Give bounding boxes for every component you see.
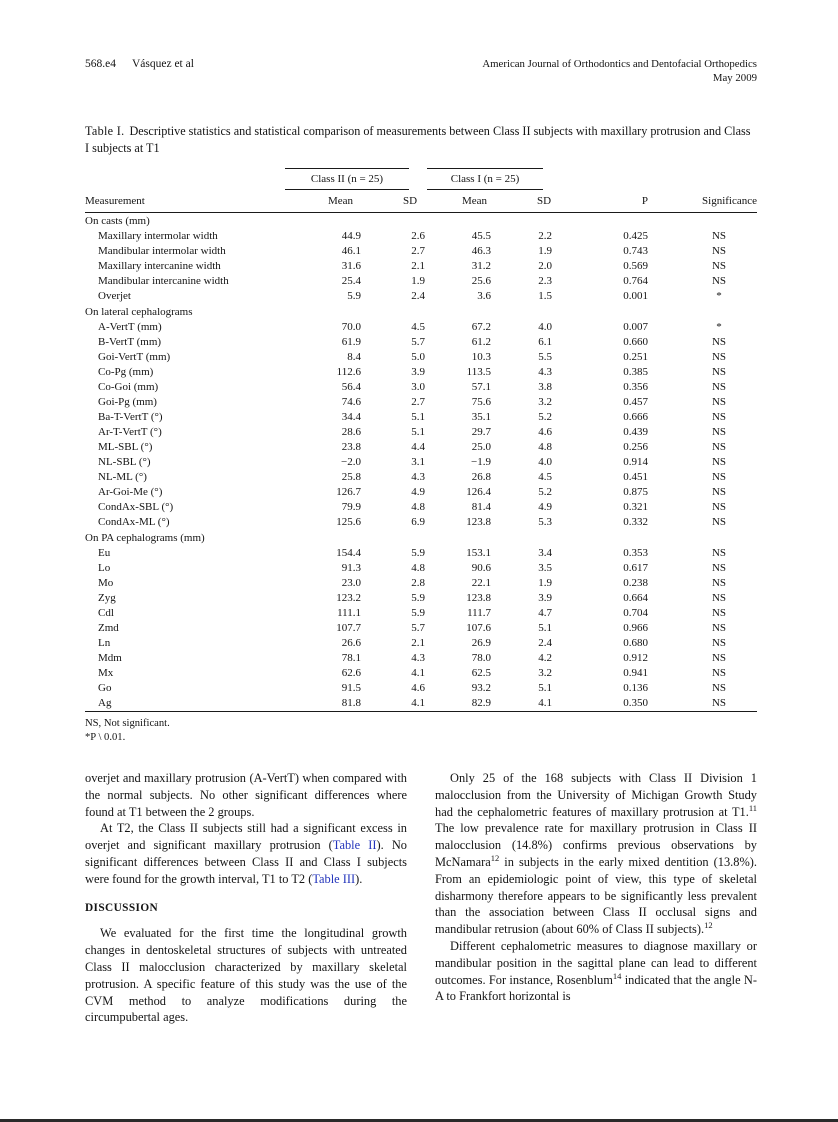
value-cell: 5.9 — [411, 592, 426, 604]
value-cell: 4.1 — [538, 697, 553, 709]
value-cell: NS — [711, 230, 727, 242]
value-cell: 6.9 — [411, 516, 426, 528]
measurement-cell: Go — [98, 682, 112, 694]
table-crossref-link[interactable]: Table II — [332, 838, 377, 853]
table-section-row — [85, 304, 757, 320]
table-row — [85, 350, 757, 365]
value-cell: 123.8 — [466, 516, 492, 528]
table-row — [85, 244, 757, 259]
paragraph — [435, 938, 757, 1005]
column-header-measurement: Measurement — [85, 190, 285, 213]
value-cell: 10.3 — [471, 351, 492, 363]
paragraph — [85, 770, 407, 820]
value-cell: 26.9 — [471, 637, 492, 649]
table-row — [85, 606, 757, 621]
table-row — [85, 470, 757, 485]
table-i — [85, 168, 757, 712]
table-row — [85, 621, 757, 636]
footnote-ns: NS, Not significant. — [85, 718, 170, 729]
value-cell: 0.451 — [623, 471, 649, 483]
value-cell: 78.1 — [341, 652, 361, 664]
value-cell: NS — [711, 351, 727, 363]
table-row — [85, 546, 757, 561]
value-cell: 0.666 — [623, 411, 649, 423]
value-cell: 4.8 — [538, 441, 553, 453]
value-cell: 62.5 — [471, 667, 492, 679]
value-cell: 2.7 — [411, 245, 426, 257]
value-cell: 0.764 — [623, 275, 649, 287]
table-row — [85, 395, 757, 410]
measurement-cell: Lo — [98, 562, 111, 574]
measurement-cell: Mx — [98, 667, 114, 679]
running-head-left — [85, 58, 194, 70]
table-crossref-link[interactable]: Table III — [312, 871, 356, 886]
measurement-cell: Ln — [98, 637, 111, 649]
measurement-cell: CondAx-SBL (°) — [98, 501, 174, 513]
value-cell: −2.0 — [341, 456, 361, 468]
value-cell: 126.7 — [336, 486, 361, 498]
value-cell: 31.2 — [471, 260, 492, 272]
citation-superscript: 14 — [612, 970, 622, 981]
table-row — [85, 651, 757, 666]
value-cell: 82.9 — [471, 697, 492, 709]
column-header-sd-i: SD — [497, 190, 561, 213]
measurement-cell: CondAx-ML (°) — [98, 516, 170, 528]
table-row — [85, 320, 757, 335]
paragraph — [435, 770, 757, 938]
value-cell: 4.8 — [411, 562, 426, 574]
value-cell: 0.238 — [623, 577, 649, 589]
value-cell: 23.0 — [341, 577, 361, 589]
value-cell: 91.5 — [341, 682, 361, 694]
value-cell: 35.1 — [471, 411, 492, 423]
running-head — [85, 58, 757, 85]
value-cell: 5.5 — [538, 351, 553, 363]
value-cell: 25.4 — [341, 275, 361, 287]
value-cell: * — [716, 321, 722, 333]
value-cell: NS — [711, 456, 727, 468]
value-cell: NS — [711, 652, 727, 664]
value-cell: 5.7 — [411, 622, 426, 634]
value-cell: 0.680 — [623, 637, 649, 649]
table-row — [85, 485, 757, 500]
measurement-cell: ML-SBL (°) — [98, 441, 153, 453]
value-cell: 25.8 — [341, 471, 361, 483]
table-row — [85, 274, 757, 289]
value-cell: 5.0 — [411, 351, 426, 363]
body-text-run: Only 25 of the 168 subjects with Class II Division 1 malocclusion from the University of Michigan Growth Study had the cephalometric features of maxillary protrusion at T1. — [435, 771, 757, 819]
value-cell: 93.2 — [471, 682, 492, 694]
footnote-significance: *P \ 0.01. — [85, 731, 126, 743]
value-cell: 90.6 — [471, 562, 492, 574]
measurement-cell: Mo — [98, 577, 114, 589]
value-cell: NS — [711, 697, 727, 709]
value-cell: 75.6 — [471, 396, 492, 408]
value-cell: 4.4 — [411, 441, 426, 453]
body-text-run: in subjects in the early mixed dentition (13.8%). From an epidemiologic point of view, this type of skeletal disharmony therefore appears to be significantly less prevalent than the association between Class II occlusal signs and mandibular retrusion (about 60% of Class II subjects). — [435, 854, 757, 937]
measurement-cell: Ag — [98, 697, 112, 709]
measurement-cell: Mandibular intermolar width — [98, 245, 226, 257]
measurement-cell: Cdl — [98, 607, 114, 619]
body-text-run: At T2, the Class II subjects still had a significant excess in overjet and significant maxillary protrusion ( — [85, 821, 407, 853]
measurement-cell: Co-Pg (mm) — [98, 366, 154, 378]
column-header-mean-i: Mean — [427, 190, 497, 213]
table-row — [85, 576, 757, 591]
value-cell: 2.1 — [411, 637, 426, 649]
table-row — [85, 561, 757, 576]
measurement-cell: A-VertT (mm) — [98, 321, 162, 333]
value-cell: 46.1 — [341, 245, 361, 257]
value-cell: NS — [711, 486, 727, 498]
value-cell: 5.9 — [411, 547, 426, 559]
table-column-header-row — [85, 190, 757, 213]
value-cell: 67.2 — [471, 321, 492, 333]
value-cell: 25.6 — [471, 275, 492, 287]
body-text-run: The low prevalence rate for maxillary protrusion in Class II malocclusion (14.8%) confirms previous observations by McNamara — [435, 821, 757, 869]
table-section-title: On lateral cephalograms — [85, 306, 193, 318]
value-cell: 26.8 — [471, 471, 492, 483]
measurement-cell: Zyg — [98, 592, 116, 604]
value-cell: 1.9 — [538, 245, 553, 257]
value-cell: 0.321 — [623, 501, 649, 513]
value-cell: 0.425 — [623, 230, 649, 242]
value-cell: NS — [711, 682, 727, 694]
value-cell: 4.0 — [538, 456, 553, 468]
measurement-cell: Mandibular intercanine width — [98, 275, 229, 287]
table-body — [85, 213, 757, 712]
body-text-run: Different cephalometric measures to diagnose maxillary or mandibular position in the sagittal plane can lead to different outcomes. For instance, Rosenblum — [435, 938, 757, 987]
table-row — [85, 440, 757, 455]
value-cell: 34.4 — [341, 411, 361, 423]
value-cell: NS — [711, 637, 727, 649]
value-cell: NS — [711, 592, 727, 604]
measurement-cell: NL-SBL (°) — [98, 456, 151, 468]
value-cell: NS — [711, 607, 727, 619]
value-cell: 0.617 — [623, 562, 649, 574]
value-cell: 28.6 — [341, 426, 361, 438]
measurement-cell: Ar-Goi-Me (°) — [98, 486, 163, 498]
value-cell: 2.4 — [411, 290, 426, 302]
value-cell: 123.8 — [466, 592, 492, 604]
table-group-header-row — [85, 168, 757, 190]
value-cell: 111.7 — [467, 607, 492, 619]
value-cell: 81.4 — [471, 501, 492, 513]
value-cell: NS — [711, 501, 727, 513]
value-cell: 91.3 — [341, 562, 361, 574]
value-cell: 4.9 — [538, 501, 553, 513]
left-column — [85, 770, 407, 1026]
value-cell: 0.350 — [623, 697, 649, 709]
citation-superscript: 12 — [704, 920, 713, 931]
column-header-sd-ii: SD — [363, 190, 427, 213]
value-cell: −1.9 — [471, 456, 492, 468]
value-cell: 0.385 — [623, 366, 649, 378]
value-cell: 0.704 — [623, 607, 649, 619]
value-cell: 5.2 — [538, 411, 553, 423]
value-cell: 0.332 — [623, 516, 649, 528]
measurement-cell: Co-Goi (mm) — [98, 381, 159, 393]
value-cell: 4.9 — [411, 486, 426, 498]
value-cell: 0.439 — [623, 426, 649, 438]
table-row — [85, 666, 757, 681]
value-cell: NS — [711, 411, 727, 423]
value-cell: 0.356 — [623, 381, 649, 393]
value-cell: 0.664 — [623, 592, 649, 604]
value-cell: 45.5 — [471, 230, 492, 242]
table-row — [85, 591, 757, 606]
value-cell: 123.2 — [336, 592, 361, 604]
value-cell: 4.7 — [538, 607, 553, 619]
value-cell: 22.1 — [471, 577, 492, 589]
table-row — [85, 365, 757, 380]
measurement-cell: NL-ML (°) — [98, 471, 147, 483]
value-cell: 112.6 — [336, 366, 361, 378]
table-row — [85, 289, 757, 304]
column-header-mean-ii: Mean — [285, 190, 363, 213]
table-row — [85, 259, 757, 274]
value-cell: 4.0 — [538, 321, 553, 333]
citation-superscript: 12 — [490, 852, 500, 863]
table-row — [85, 425, 757, 440]
body-text-run: ). No significant differences between Class II and Class I subjects were found for the growth interval, T1 to T2 ( — [85, 838, 407, 886]
value-cell: 5.2 — [538, 486, 553, 498]
value-cell: 79.9 — [341, 501, 361, 513]
body-text-run: We evaluated for the first time the longitudinal growth changes in dentoskeletal structures of subjects with untreated Class II malocclusion characterized by maxillary skeletal protrusion. A specific feature of this study was the use of the CVM method to analyze modifications during the circumpubertal ages. — [85, 926, 407, 1025]
value-cell: 126.4 — [466, 486, 492, 498]
value-cell: 107.7 — [336, 622, 361, 634]
value-cell: 3.1 — [411, 456, 426, 468]
value-cell: 113.5 — [466, 366, 492, 378]
page-number: 568.e4 — [85, 58, 116, 70]
value-cell: 5.1 — [411, 426, 426, 438]
measurement-cell: Eu — [98, 547, 111, 559]
value-cell: 0.001 — [623, 290, 649, 302]
value-cell: 5.1 — [538, 682, 553, 694]
group-header-class-ii: Class II (n = 25) — [285, 168, 409, 190]
value-cell: 0.912 — [623, 652, 649, 664]
value-cell: 0.743 — [623, 245, 649, 257]
value-cell: 2.4 — [538, 637, 553, 649]
journal-title: American Journal of Orthodontics and Dentofacial Orthopedics — [482, 58, 757, 70]
value-cell: 4.6 — [411, 682, 426, 694]
value-cell: 4.8 — [411, 501, 426, 513]
table-section-title: On casts (mm) — [85, 215, 150, 227]
group-header-class-i: Class I (n = 25) — [427, 168, 543, 190]
value-cell: 0.457 — [623, 396, 649, 408]
measurement-cell: Goi-VertT (mm) — [98, 351, 171, 363]
value-cell: 0.966 — [623, 622, 649, 634]
value-cell: * — [716, 290, 722, 302]
table-row — [85, 636, 757, 651]
discussion-heading: DISCUSSION — [85, 901, 159, 914]
value-cell: 1.9 — [538, 577, 553, 589]
body-text-run: overjet and maxillary protrusion (A-VertT) when compared with the normal subjects. No other significant differences where found at T1 between the 2 groups. — [85, 771, 407, 819]
value-cell: 4.2 — [538, 652, 553, 664]
value-cell: 5.3 — [538, 516, 553, 528]
value-cell: NS — [711, 260, 727, 272]
value-cell: 56.4 — [341, 381, 361, 393]
value-cell: 2.6 — [411, 230, 426, 242]
value-cell: 0.256 — [623, 441, 649, 453]
value-cell: 0.136 — [623, 682, 649, 694]
value-cell: 4.5 — [538, 471, 553, 483]
measurement-cell: Goi-Pg (mm) — [98, 396, 157, 408]
value-cell: NS — [711, 396, 727, 408]
value-cell: NS — [711, 547, 727, 559]
value-cell: 62.6 — [341, 667, 361, 679]
value-cell: 4.1 — [411, 697, 426, 709]
measurement-cell: Zmd — [98, 622, 119, 634]
value-cell: 2.8 — [411, 577, 426, 589]
right-column — [435, 770, 757, 1026]
value-cell: NS — [711, 441, 727, 453]
value-cell: 4.5 — [411, 321, 426, 333]
value-cell: 3.6 — [477, 290, 492, 302]
table-caption-text: Descriptive statistics and statistical comparison of measurements between Class II subjects with maxillary protrusion and Class I subjects at T1 — [85, 124, 751, 155]
value-cell: 5.1 — [411, 411, 426, 423]
value-cell: 0.569 — [623, 260, 649, 272]
value-cell: NS — [711, 622, 727, 634]
value-cell: 4.3 — [411, 652, 426, 664]
value-cell: 111.1 — [337, 607, 361, 619]
value-cell: NS — [711, 577, 727, 589]
table-row — [85, 380, 757, 395]
value-cell: 0.251 — [623, 351, 649, 363]
value-cell: 3.5 — [538, 562, 553, 574]
value-cell: 5.9 — [411, 607, 426, 619]
column-header-p: P — [561, 190, 655, 213]
table-caption — [85, 123, 757, 157]
value-cell: 0.941 — [623, 667, 649, 679]
value-cell: NS — [711, 245, 727, 257]
value-cell: 1.5 — [538, 290, 553, 302]
value-cell: NS — [711, 667, 727, 679]
value-cell: 4.3 — [411, 471, 426, 483]
value-cell: 3.9 — [411, 366, 426, 378]
measurement-cell: Ba-T-VertT (°) — [98, 411, 163, 423]
value-cell: 0.875 — [623, 486, 649, 498]
table-section-row — [85, 213, 757, 230]
value-cell: 2.0 — [538, 260, 553, 272]
value-cell: 25.0 — [471, 441, 492, 453]
value-cell: 3.0 — [411, 381, 426, 393]
value-cell: 81.8 — [341, 697, 361, 709]
value-cell: 57.1 — [471, 381, 492, 393]
table-row — [85, 696, 757, 712]
value-cell: 26.6 — [341, 637, 361, 649]
value-cell: 154.4 — [336, 547, 361, 559]
value-cell: 5.1 — [538, 622, 553, 634]
body-text-run: indicated that the angle N-A to Frankfort horizontal is — [435, 972, 757, 1004]
value-cell: NS — [711, 275, 727, 287]
column-header-significance: Significance — [655, 190, 757, 213]
value-cell: 23.8 — [341, 441, 361, 453]
value-cell: 74.6 — [341, 396, 361, 408]
value-cell: 5.9 — [347, 290, 361, 302]
value-cell: 107.6 — [466, 622, 492, 634]
value-cell: 2.7 — [411, 396, 426, 408]
table-footnotes — [85, 717, 757, 744]
paragraph — [85, 925, 407, 1026]
value-cell: 46.3 — [471, 245, 492, 257]
table-row — [85, 410, 757, 425]
value-cell: 5.7 — [411, 336, 426, 348]
measurement-cell: Overjet — [98, 290, 131, 302]
body-text — [85, 770, 757, 1026]
body-text-run: ). — [355, 871, 363, 886]
value-cell: NS — [711, 366, 727, 378]
value-cell: 78.0 — [471, 652, 492, 664]
value-cell: 70.0 — [341, 321, 361, 333]
value-cell: 0.660 — [623, 336, 649, 348]
table-row — [85, 500, 757, 515]
citation-superscript: 11 — [748, 802, 757, 813]
table-row — [85, 335, 757, 350]
paragraph — [85, 820, 407, 887]
measurement-cell: Mdm — [98, 652, 122, 664]
value-cell: 61.9 — [341, 336, 361, 348]
value-cell: 2.2 — [538, 230, 553, 242]
measurement-cell: B-VertT (mm) — [98, 336, 162, 348]
measurement-cell: Ar-T-VertT (°) — [98, 426, 162, 438]
value-cell: 3.4 — [538, 547, 553, 559]
value-cell: 125.6 — [336, 516, 361, 528]
value-cell: 3.2 — [538, 396, 553, 408]
journal-date: May 2009 — [712, 71, 757, 84]
value-cell: 4.6 — [538, 426, 553, 438]
value-cell: NS — [711, 336, 727, 348]
value-cell: 1.9 — [411, 275, 426, 287]
value-cell: 6.1 — [538, 336, 553, 348]
value-cell: 2.1 — [411, 260, 426, 272]
value-cell: 4.1 — [411, 667, 426, 679]
value-cell: 0.007 — [623, 321, 649, 333]
value-cell: 3.8 — [538, 381, 553, 393]
value-cell: 0.353 — [623, 547, 649, 559]
value-cell: 153.1 — [466, 547, 492, 559]
value-cell: 29.7 — [471, 426, 492, 438]
value-cell: 44.9 — [341, 230, 361, 242]
running-head-right — [482, 58, 757, 85]
value-cell: NS — [711, 471, 727, 483]
table-section-row — [85, 530, 757, 546]
value-cell: NS — [711, 562, 727, 574]
table-label: Table I. — [85, 124, 125, 138]
value-cell: 2.3 — [538, 275, 553, 287]
table-section-title: On PA cephalograms (mm) — [85, 532, 205, 544]
value-cell: NS — [711, 426, 727, 438]
table-row — [85, 455, 757, 470]
value-cell: 3.9 — [538, 592, 553, 604]
value-cell: 4.3 — [538, 366, 553, 378]
value-cell: 31.6 — [341, 260, 361, 272]
authors: Vásquez et al — [131, 58, 194, 70]
value-cell: NS — [711, 381, 727, 393]
value-cell: 3.2 — [538, 667, 553, 679]
measurement-cell: Maxillary intermolar width — [98, 230, 218, 242]
value-cell: NS — [711, 516, 727, 528]
table-row — [85, 229, 757, 244]
table-row — [85, 515, 757, 530]
table-row — [85, 681, 757, 696]
measurement-cell: Maxillary intercanine width — [98, 260, 221, 272]
value-cell: 8.4 — [347, 351, 361, 363]
value-cell: 0.914 — [623, 456, 649, 468]
value-cell: 61.2 — [471, 336, 492, 348]
